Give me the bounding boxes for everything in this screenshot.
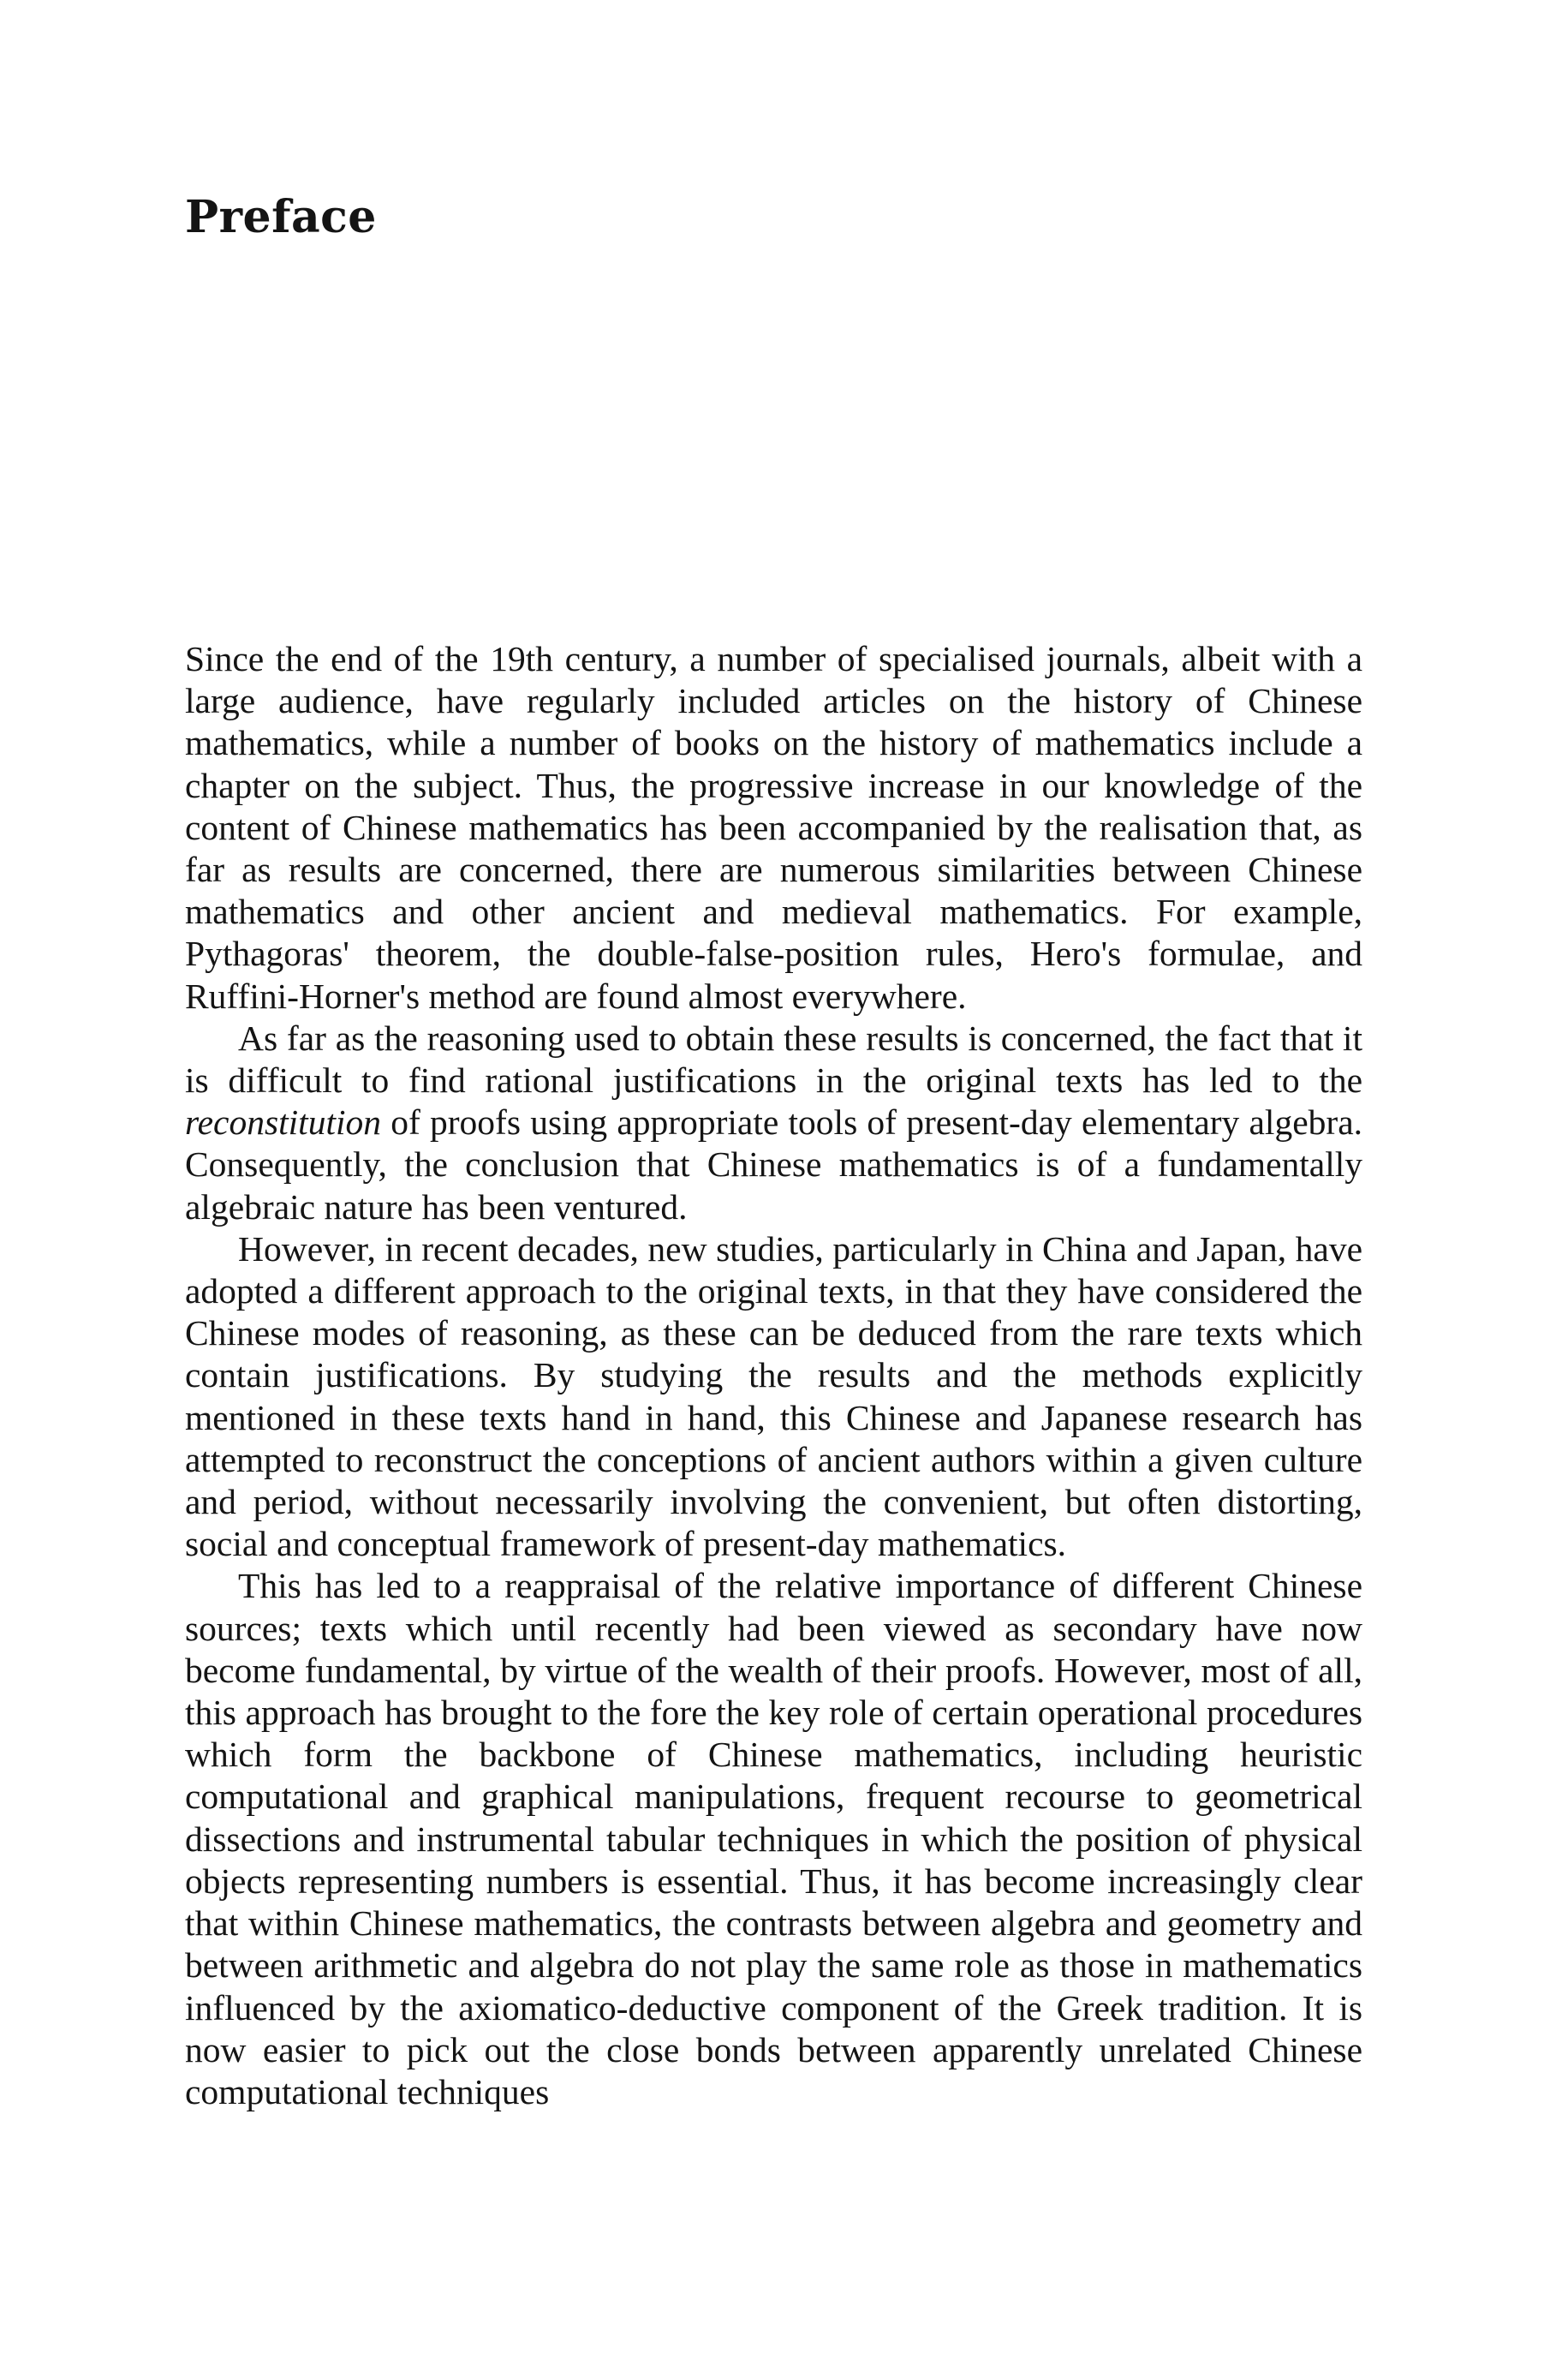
paragraph-text: As far as the reasoning used to obtain these results is concerned, the fact that it is difficult to find rational justifications in the original texts has led to the (185, 1018, 1362, 1101)
paragraph-text: Since the end of the 19th century, a number of specialised journals, albeit with a large audience, have regularly included articles on the history of Chinese mathematics, while a number of books on the history of mathematics include a chapter on the subject. Thus, the progressive increase in our knowledge of the content of Chinese mathematics has been accompanied by the realisation that, as far as results are concerned, there are numerous similarities between Chinese mathematics and other ancient and medieval mathematics. For example, Pythagoras' theorem, the double-false-position rules, Hero's formulae, and Ruffini-Horner's method are found almost everywhere. (185, 639, 1362, 1016)
paragraph-text: However, in recent decades, new studies, particularly in China and Japan, have adopted a different approach to the original texts, in that they have considered the Chinese modes of reasoning, as these can be deduced from the rare texts which contain justifications. By studying the results and the methods explicitly mentioned in these texts hand in hand, this Chinese and Japanese research has attempted to reconstruct the conceptions of ancient authors within a given culture and period, without necessarily involving the convenient, but often distorting, social and conceptual framework of present-day mathematics. (185, 1228, 1362, 1564)
body-text (185, 638, 1362, 2113)
emphasized-term: reconstitution (185, 1102, 381, 1143)
paragraph-4 (185, 1565, 1362, 2113)
paragraph-3 (185, 1228, 1362, 1566)
paragraph-text: This has led to a reappraisal of the relative importance of different Chinese sources; texts which until recently had been viewed as secondary have now become fundamental, by virtue of the wealth of their proofs. However, most of all, this approach has brought to the fore the key role of certain operational procedures which form the backbone of Chinese mathematics, including heuristic computational and graphical manipulations, frequent recourse to geometrical dissections and instrumental tabular techniques in which the position of physical objects representing numbers is essential. Thus, it has become increasingly clear that within Chinese mathematics, the contrasts between algebra and geometry and between arithmetic and algebra do not play the same role as those in mathematics influenced by the axiomatico-deductive component of the Greek tradition. It is now easier to pick out the close bonds between apparently unrelated Chinese computational techniques (185, 1566, 1362, 2111)
paragraph-1 (185, 638, 1362, 1018)
chapter-title: Preface (185, 191, 377, 243)
paragraph-text: of proofs using appropriate tools of present-day elementary algebra. Consequently, the conclusion that Chinese mathematics is of a fundamentally algebraic nature has been ventured. (185, 1102, 1362, 1227)
paragraph-2 (185, 1018, 1362, 1228)
